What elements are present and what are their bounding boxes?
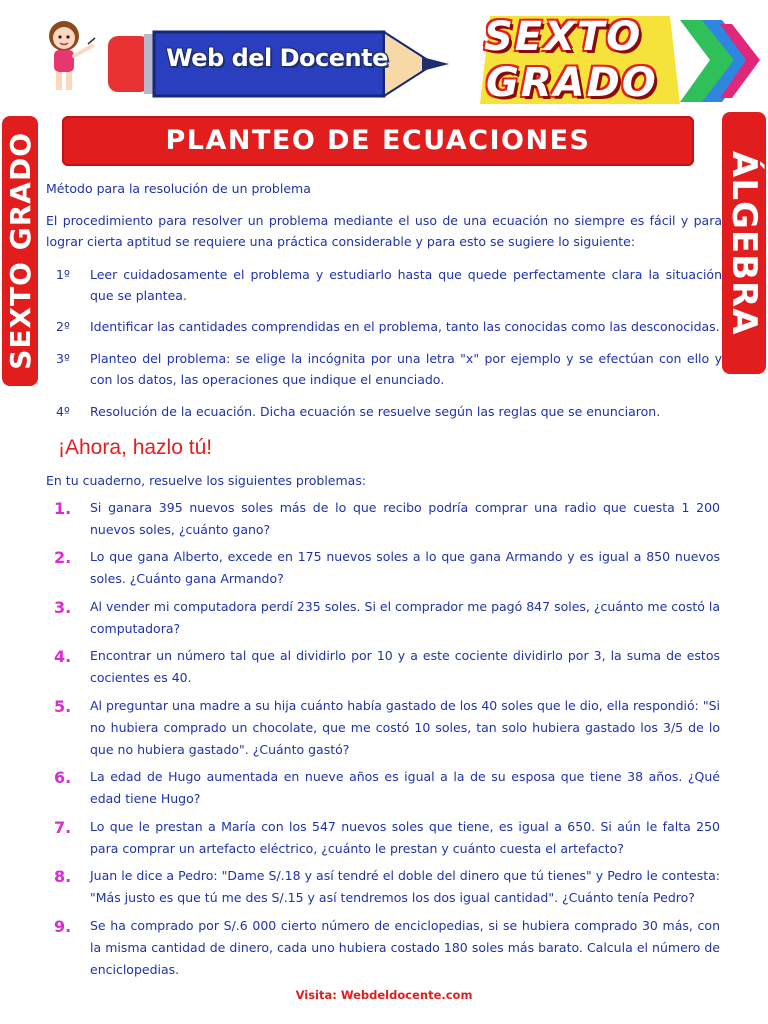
step-text: Identificar las cantidades comprendidas en el problema, tanto las conocidas como las desconocidas. <box>90 319 720 334</box>
problem-text: Juan le dice a Pedro: "Dame S/.18 y así tendré el doble del dinero que tú tienes" y Pedro le contesta: "Más justo es que tú me des S/.15 y así tendremos los dos igual cantidad". ¿Cuánto tenía Pedro? <box>90 868 720 905</box>
problem-number: 1. <box>54 499 72 518</box>
step-text: Leer cuidadosamente el problema y estudiarlo hasta que quede perfectamente clara la situación que se plantea. <box>90 267 722 303</box>
side-label-left-text: SEXTO GRADO <box>3 132 37 370</box>
problem-number: 6. <box>54 768 72 787</box>
problem-text: Encontrar un número tal que al dividirlo por 10 y a este cociente dividirlo por 3, la suma de estos cocientes es 40. <box>90 648 720 685</box>
side-label-left <box>2 116 38 386</box>
problem-number: 7. <box>54 818 72 837</box>
problem-number: 8. <box>54 867 72 886</box>
step-number: 3º <box>56 351 70 366</box>
side-label-right-text: ÁLGEBRA <box>724 150 764 336</box>
intro-title: Método para la resolución de un problema <box>46 181 311 196</box>
problem-number: 9. <box>54 917 72 936</box>
problem-text: Si ganara 395 nuevos soles más de lo que recibo podría comprar una radio que cuesta 1 200 nuevos soles, ¿cuánto gano? <box>90 500 720 537</box>
step-number: 4º <box>56 404 70 419</box>
grade-badge-line1: SEXTO <box>484 14 643 60</box>
problem-text: Lo que le prestan a María con los 547 nuevos soles que tiene, es igual a 650. Si aún le falta 250 para comprar un artefacto eléctrico, ¿cuánto le prestan y cuánto cuesta el artefacto? <box>90 819 720 856</box>
problem-number: 2. <box>54 548 72 567</box>
step-text: Resolución de la ecuación. Dicha ecuación se resuelve según las reglas que se enunciaron. <box>90 404 661 419</box>
site-name-logo-text: Web del Docente <box>166 44 388 72</box>
side-label-right <box>722 112 766 374</box>
problem-text: Lo que gana Alberto, excede en 175 nuevos soles a lo que gana Armando y es igual a 850 nuevos soles. ¿Cuánto gana Armando? <box>90 549 720 586</box>
problem-text: Al vender mi computadora perdí 235 soles. Si el comprador me pagó 847 soles, ¿cuánto me costó la computadora? <box>90 599 720 636</box>
intro-paragraph: El procedimiento para resolver un problema mediante el uso de una ecuación no siempre es fácil y para lograr cierta aptitud se requiere una práctica considerable y para esto se sugiere lo siguiente: <box>46 213 722 249</box>
problem-text: Al preguntar una madre a su hija cuánto había gastado de los 40 soles que le dio, ella respondió: "Si no hubiera comprado un chocolate, que me costó 10 soles, tan solo hubiera gastado los 3/5 de lo que no hubiera gastado". ¿Cuánto gastó? <box>90 698 720 757</box>
page-title: PLANTEO DE ECUACIONES <box>165 125 591 156</box>
teacher-illustration-icon <box>38 16 96 96</box>
problem-text: Se ha comprado por S/.6 000 cierto número de enciclopedias, si se hubiera comprado 30 más, con la misma cantidad de dinero, cada uno hubiera costado 180 soles más barato. Calcula el número de enciclopedias. <box>90 918 720 977</box>
problem-number: 4. <box>54 647 72 666</box>
activity-instructions: En tu cuaderno, resuelve los siguientes problemas: <box>46 473 367 488</box>
problem-text: La edad de Hugo aumentada en nueve años es igual a la de su esposa que tiene 38 años. ¿Qué edad tiene Hugo? <box>90 769 720 806</box>
step-text: Planteo del problema: se elige la incógnita por una letra "x" por ejemplo y se efectúan con ello y con los datos, las operaciones que indique el enunciado. <box>90 351 722 387</box>
problem-number: 3. <box>54 598 72 617</box>
problem-number: 5. <box>54 697 72 716</box>
activity-heading: ¡Ahora, hazlo tú! <box>58 436 213 459</box>
grade-badge-line2: GRADO <box>486 60 658 106</box>
step-number: 1º <box>56 267 70 282</box>
footer-link[interactable]: Visita: Webdeldocente.com <box>295 988 473 1002</box>
step-number: 2º <box>56 319 70 334</box>
